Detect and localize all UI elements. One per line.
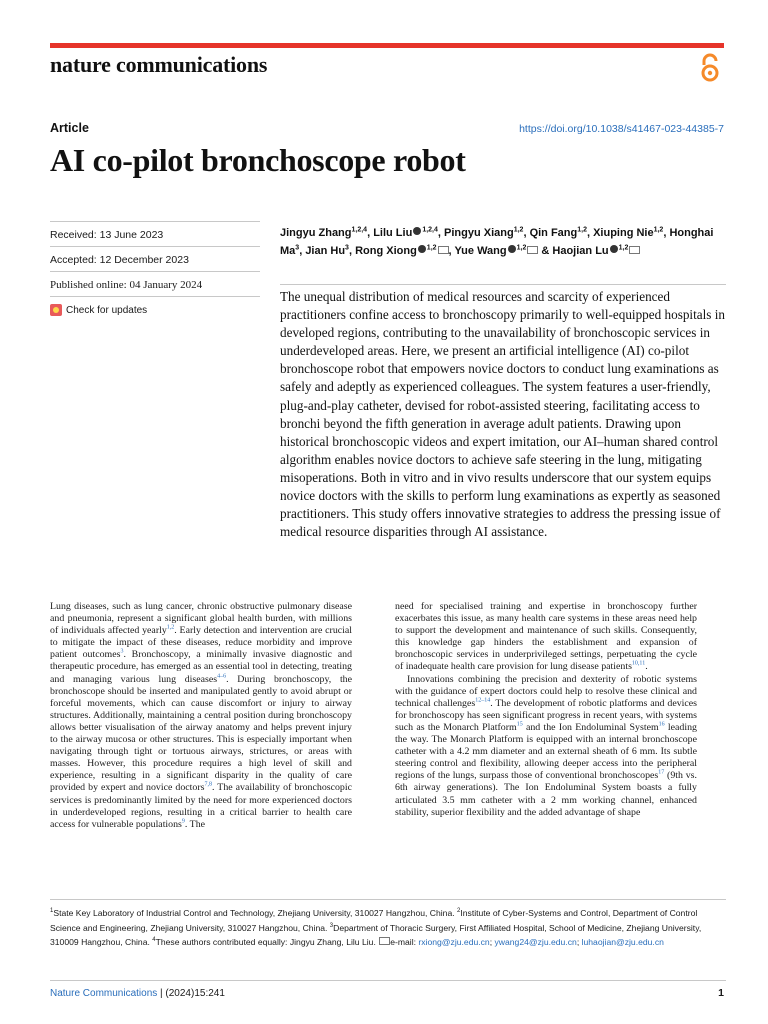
author-affiliation xyxy=(422,226,438,233)
body-paragraph xyxy=(50,601,352,831)
paragraph-text: need for specialised training and expertise in bronchoscopy further exacerbates this issue, as many health care systems in these areas need help to support the development and maintenance of such skills. Consequently, this knowledge gap hinders the establishment and expansion of bronchoscopic services in underprivileged settings, perpetuating the cycle of inadequate health care provision for lung disease patients xyxy=(395,601,697,673)
received-date: Received: 13 June 2023 xyxy=(50,229,164,241)
paragraph-text: . Bronchoscopy, a minimally invasive diagnostic and therapeutic procedure, has emerged as an essential tool in detecting, treating and managing various lung diseases xyxy=(50,649,353,685)
mail-icon[interactable] xyxy=(438,246,449,254)
body-column-right xyxy=(395,601,697,819)
journal-name[interactable]: nature communications xyxy=(50,52,268,77)
author-affiliation xyxy=(514,226,524,233)
affiliation: Department of Thoracic Surgery, First Affiliated Hospital, School of Medicine, Zhejiang University, 310009 Hangzhou, China. xyxy=(50,922,702,948)
citation-ref[interactable]: 12–14 xyxy=(475,697,491,704)
author-name[interactable]: Honghai Ma xyxy=(280,227,714,257)
meta-divider xyxy=(50,296,260,297)
paragraph-text: . The development of robotic platforms and devices for bronchoscopy has seen significant progress in recent years, with systems such as the Monarch Platform xyxy=(395,697,697,733)
author-affiliation-number: 1,2 xyxy=(513,226,524,234)
author-separator: & xyxy=(538,245,553,257)
accepted-date: Accepted: 12 December 2023 xyxy=(50,254,189,266)
affiliation: State Key Laboratory of Industrial Control and Technology, Zhejiang University, 310027 Hangzhou, China. xyxy=(53,908,458,918)
article-title: AI co-pilot bronchoscope robot xyxy=(50,142,466,178)
paragraph-text: leading the way. The Monarch Platform is equipped with an internal bronchoscope catheter with a 4.2 mm diameter and an external sheath of 6 mm. Its subtle steering control and flexibility, allowing deeper access into the peripheral regions of the lungs, surpass those of conventional bronchoscopes xyxy=(395,721,697,782)
orcid-icon[interactable] xyxy=(413,227,421,235)
aff-number: 4 xyxy=(152,937,156,944)
page-number: 1 xyxy=(718,987,724,999)
author-affiliation xyxy=(619,244,629,251)
email-label: e-mail: xyxy=(390,937,419,948)
open-access-icon[interactable] xyxy=(699,53,721,83)
body-column-left xyxy=(50,601,352,831)
author-affiliation-number: 1,2 xyxy=(577,226,587,234)
header-accent-bar xyxy=(50,43,724,48)
author-separator: , xyxy=(663,227,670,239)
aff-number: 3 xyxy=(329,922,334,929)
paragraph-text: . xyxy=(645,661,648,673)
body-paragraph xyxy=(395,601,697,674)
body-paragraph xyxy=(395,674,697,819)
email-link[interactable]: rxiong@zju.edu.cn xyxy=(418,937,490,948)
check-updates-label: Check for updates xyxy=(66,304,148,316)
paragraph-text: Lung diseases, such as lung cancer, chronic obstructive pulmonary disease and pneumonia, represent a significant global health burden, with millions of individuals affected yearly xyxy=(50,601,352,637)
paragraph-text: . During bronchoscopy, the bronchoscope should be inserted and manipulated gently to avoid abrupt or forceful movements, which can cause discomfort or injury to airway structures. Additionally, maintaining a central position during bronchoscopy allows better visualisation of the airway anatomy and helps prevent injury to the airway mucosa or other structures. This is especially important when navigating through tight or tortuous airways, strictures, or areas with masses. However, this procedure requires a high level of skill and experience, resulting in a significant disparity in the quality of care provided by expert and novice doctors xyxy=(50,673,353,794)
author-name[interactable]: Pingyu Xiang xyxy=(444,227,514,239)
affiliation: These authors contributed equally: Jingyu Zhang, Lilu Liu. xyxy=(155,937,379,948)
mail-icon xyxy=(379,937,390,945)
paragraph-text: and the Ion Endoluminal System xyxy=(522,721,659,733)
paragraph-text: Innovations combining the precision and dexterity of robotic systems with the guidance of expert doctors could help to resolve these clinical and technical challenges xyxy=(395,673,697,709)
citation-ref[interactable]: 1,2 xyxy=(166,624,175,631)
citation-ref[interactable]: 17 xyxy=(658,770,665,777)
author-affiliation xyxy=(577,226,587,233)
citation-ref[interactable]: 4–6 xyxy=(217,673,227,680)
author-separator: , xyxy=(586,227,594,239)
aff-number: 1 xyxy=(50,908,54,915)
footnote-divider xyxy=(50,899,726,900)
paragraph-text: (9th vs. 6th airway generations). The Ion Endoluminal System boasts a fully articulated 3.5 mm catheter with a 2 mm working channel, enhanced stability, superior flexibility and the added advantage of shape xyxy=(395,770,697,818)
author-name[interactable]: Yue Wang xyxy=(454,245,507,257)
published-date: Published online: 04 January 2024 xyxy=(50,279,203,291)
footer-citation xyxy=(50,988,225,999)
author-name[interactable]: Lilu Liu xyxy=(373,227,413,239)
author-name[interactable]: Qin Fang xyxy=(529,227,578,239)
author-affiliation-number: 1,2 xyxy=(653,226,664,234)
author-affiliation xyxy=(654,226,664,233)
paragraph-text: . The xyxy=(184,818,206,830)
footer-volume: | (2024)15:241 xyxy=(157,988,225,999)
mail-icon[interactable] xyxy=(527,246,538,254)
check-for-updates-button[interactable] xyxy=(50,304,147,316)
email-link[interactable]: luhaojian@zju.edu.cn xyxy=(581,937,664,948)
affiliation: Institute of Cyber-Systems and Control, Department of Control Science and Engineering, Zhejiang University, 310027 Hangzhou, China. xyxy=(50,908,698,933)
affiliations-footnote xyxy=(50,906,726,950)
author-affiliation xyxy=(517,244,527,251)
author-affiliation xyxy=(352,226,368,233)
citation-ref[interactable]: 10,11 xyxy=(631,661,646,668)
separator: ; xyxy=(489,937,495,948)
citation-ref[interactable]: 3 xyxy=(120,649,124,656)
citation-ref[interactable]: 9 xyxy=(181,818,185,825)
author-affiliation-number: 3 xyxy=(295,244,300,252)
mail-icon[interactable] xyxy=(629,246,640,254)
paragraph-text: . Early detection and intervention are crucial to mitigate the impact of these diseases, reduce morbidity and improve patient outcomes xyxy=(50,625,353,661)
author-separator: , xyxy=(299,245,306,257)
author-separator: , xyxy=(523,227,530,239)
meta-divider xyxy=(50,221,260,222)
orcid-icon[interactable] xyxy=(418,245,426,253)
author-affiliation xyxy=(427,244,437,251)
author-affiliation-number: 3 xyxy=(345,244,349,252)
orcid-icon[interactable] xyxy=(508,245,516,253)
article-type: Article xyxy=(50,121,89,135)
footer-journal-link[interactable]: Nature Communications xyxy=(50,988,158,999)
meta-divider xyxy=(50,271,260,272)
separator: ; xyxy=(576,937,582,948)
author-separator: , xyxy=(348,245,356,257)
abstract: The unequal distribution of medical resources and scarcity of experienced practitioners confine access to bronchoscopy primarily to well-equipped hospitals in developed regions, contributing to the unavailability of bronchoscopic services in underdeveloped areas. Here, we present an artificial intelligence (AI) co-pilot bronchoscope robot that empowers novice doctors to conduct lung examinations as safely and adeptly as experienced colleagues. The system features a user-friendly, plug-and-play catheter, devised for robot-assisted steering, facilitating access to bronchi beyond the fifth generation in average adult patients. Drawing upon historical bronchoscopic videos and expert imitation, our AI–human shared control algorithm enables novice doctors to achieve safe steering in the lung, mitigating misoperations. Both in vitro and in vivo results underscore that our system equips novice doctors with the skills to perform lung examinations as expertly as seasoned practitioners. This study offers innovative strategies to address the pressing issue of medical resource disparities through AI assistance. xyxy=(280,289,725,540)
author-affiliation-number: 1,2,4 xyxy=(351,226,368,234)
authors-divider xyxy=(280,284,726,285)
meta-divider xyxy=(50,246,260,247)
citation-ref[interactable]: 15 xyxy=(516,721,523,728)
author-name[interactable]: Xiuping Nie xyxy=(593,227,654,239)
author-name[interactable]: Jian Hu xyxy=(305,245,346,257)
orcid-icon[interactable] xyxy=(610,245,618,253)
author-name[interactable]: Haojian Lu xyxy=(552,245,609,257)
author-affiliation-number: 1,2 xyxy=(426,244,437,252)
author-list xyxy=(280,224,726,260)
citation-ref[interactable]: 7,8 xyxy=(204,782,212,789)
author-separator: , xyxy=(448,245,455,257)
doi-link[interactable]: https://doi.org/10.1038/s41467-023-44385-7 xyxy=(519,123,724,135)
author-separator: , xyxy=(367,227,374,239)
check-updates-icon xyxy=(50,304,62,316)
author-name[interactable]: Jingyu Zhang xyxy=(280,227,352,239)
paragraph-text: . The availability of bronchoscopic services is predominantly limited by the need for more experienced doctors in underdeveloped regions, resulting in a critical barrier to health care access for vulnerable populations xyxy=(50,782,352,830)
citation-ref[interactable]: 16 xyxy=(658,721,665,728)
author-affiliation-number: 1,2,4 xyxy=(422,226,438,234)
author-affiliation-number: 1,2 xyxy=(516,244,527,252)
email-link[interactable]: ywang24@zju.edu.cn xyxy=(494,937,577,948)
author-affiliation-number: 1,2 xyxy=(618,244,629,252)
author-separator: , xyxy=(437,227,445,239)
footer-divider xyxy=(50,980,726,981)
author-name[interactable]: Rong Xiong xyxy=(355,245,417,257)
aff-number: 2 xyxy=(457,908,461,915)
